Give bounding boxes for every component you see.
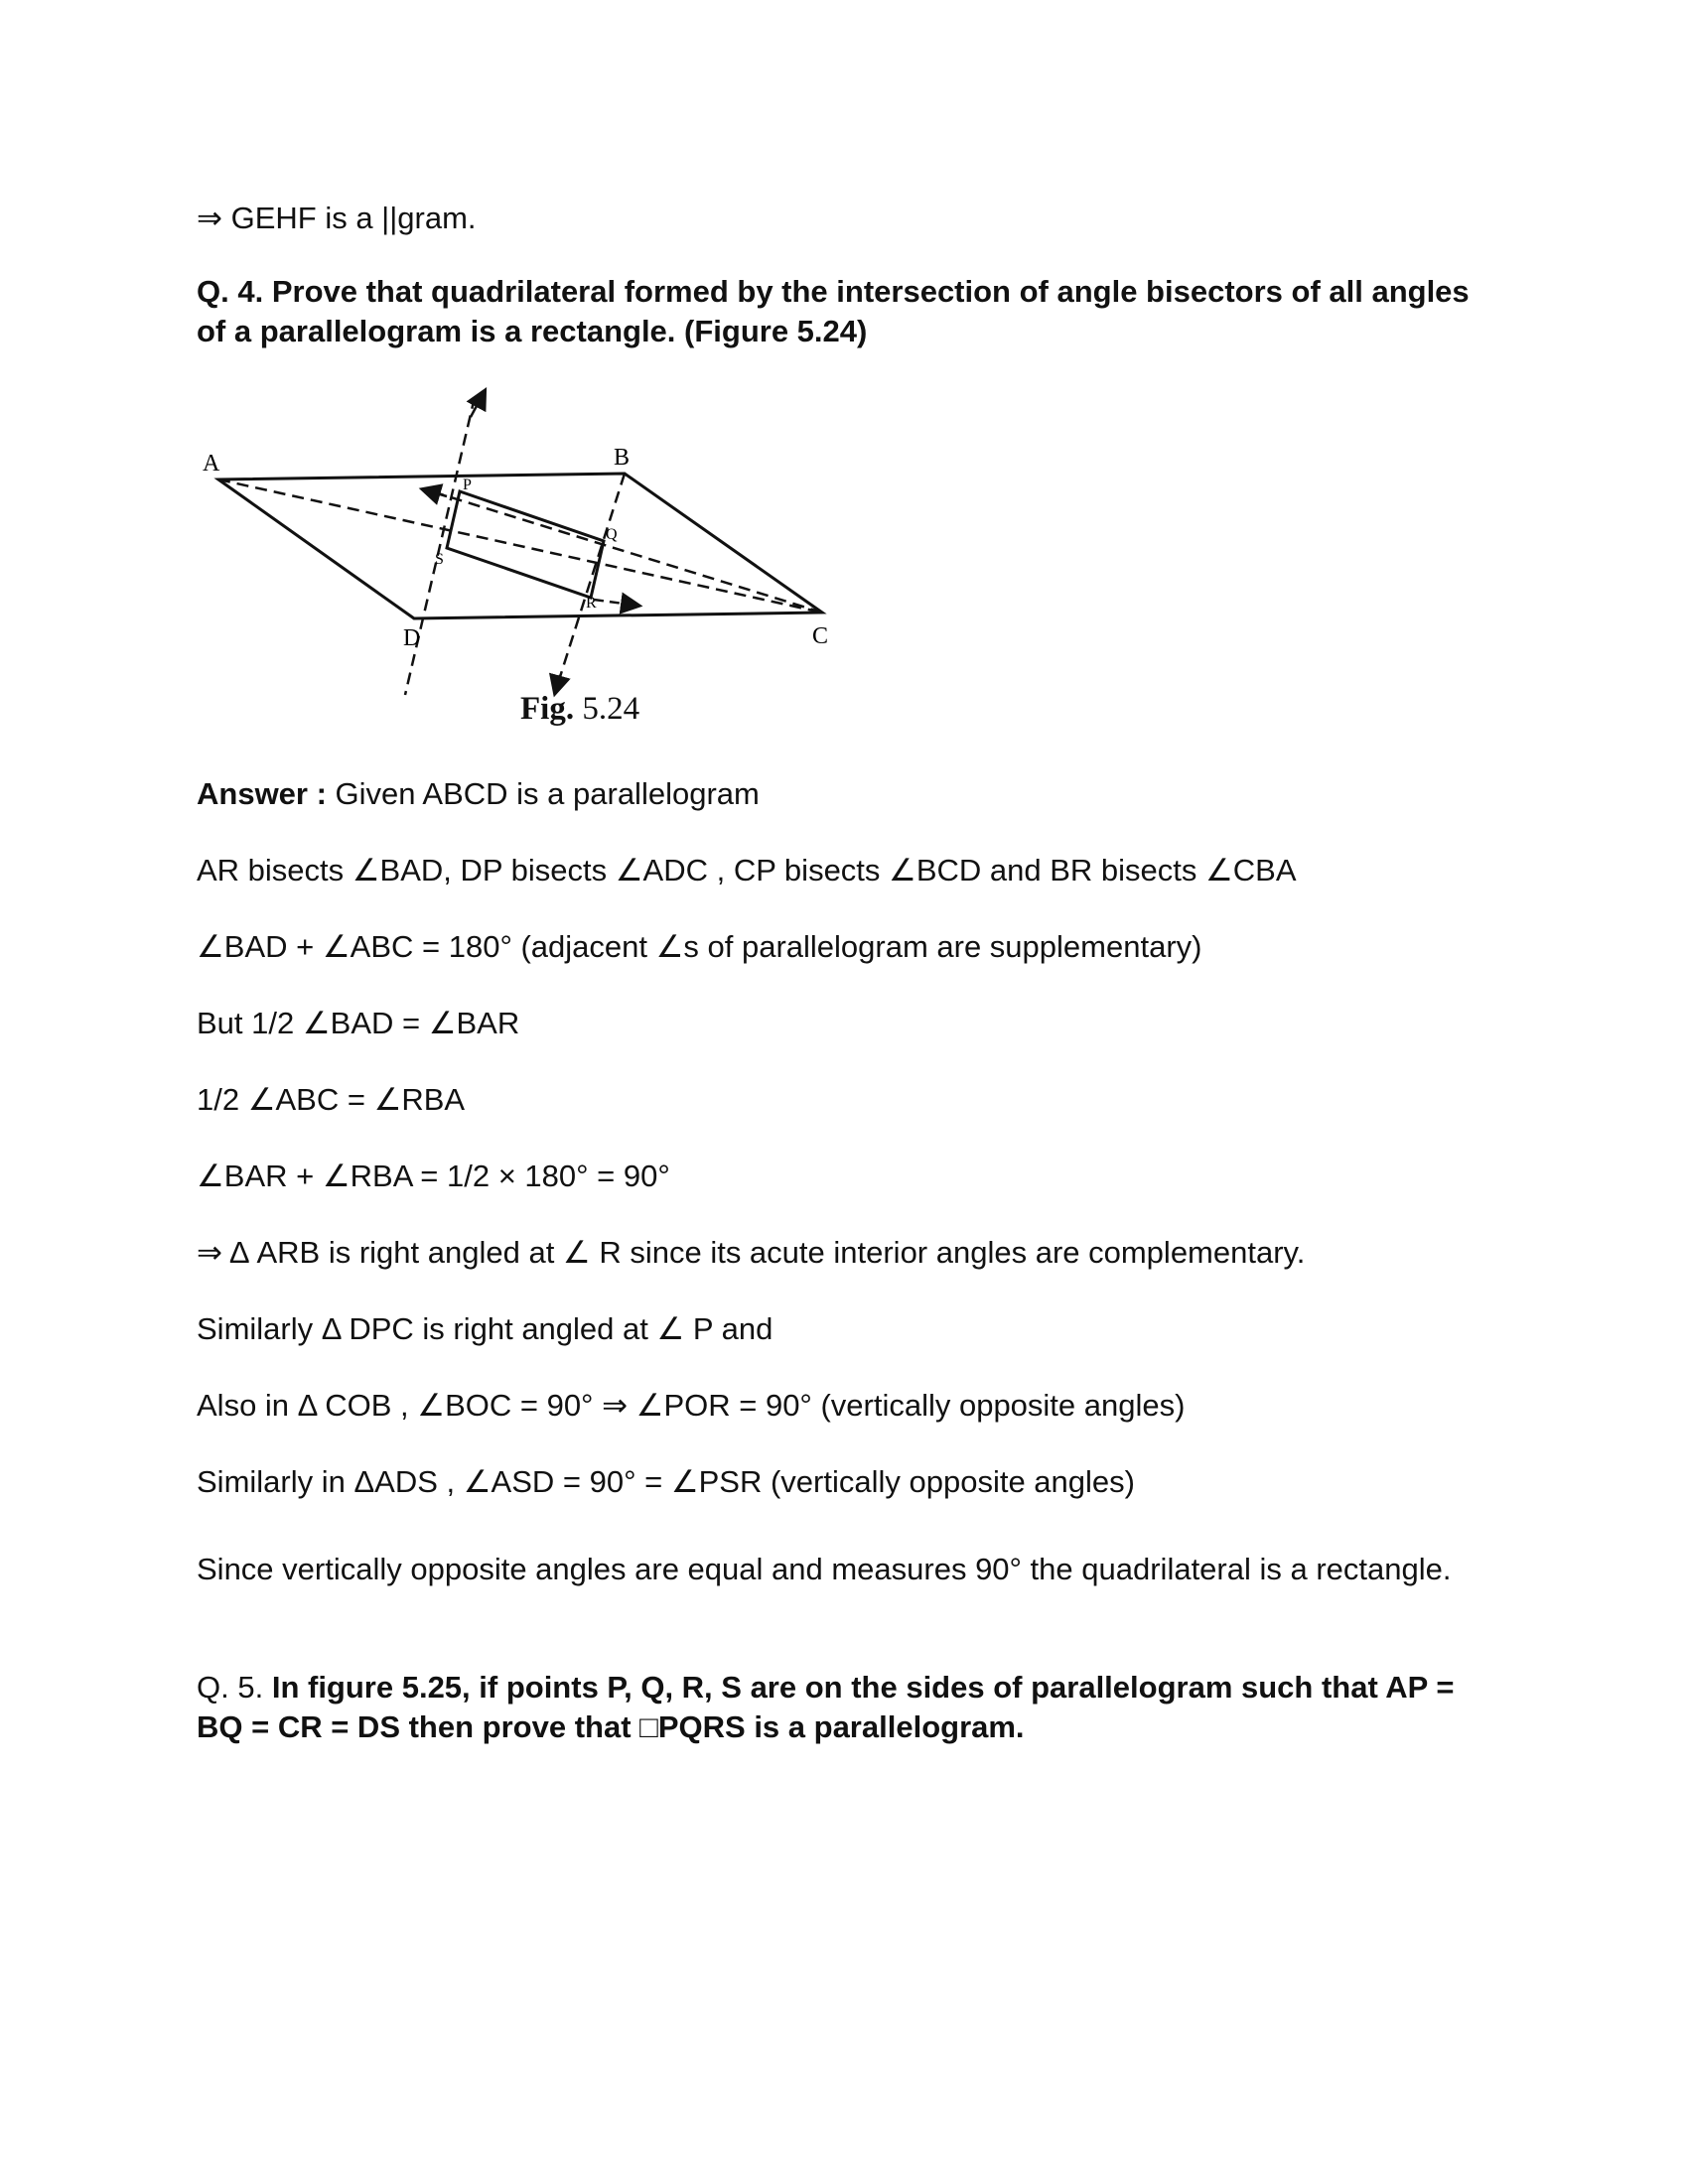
answer-label: Answer : — [197, 776, 327, 811]
question-5-label: Q. 5. — [197, 1670, 264, 1705]
parallelogram-diagram — [197, 377, 912, 705]
question-5-text: In figure 5.25, if points P, Q, R, S are on the sides of parallelogram such that AP = BQ = CR = DS then prove that □PQRS is a parallelogram. — [197, 1670, 1455, 1744]
bisector-line-vertical-2 — [559, 474, 625, 680]
bisector-arrow-right — [594, 600, 638, 606]
figure-caption-prefix: Fig. — [520, 691, 575, 727]
rectangle-pqrs — [447, 491, 604, 598]
figure-caption-number: 5.24 — [582, 691, 640, 727]
label-p: P — [463, 477, 472, 493]
bisector-from-a — [218, 479, 822, 613]
question-4-label: Q. 4. — [197, 274, 264, 309]
label-s: S — [435, 551, 444, 568]
label-c: C — [812, 623, 829, 649]
answer-line: ∠BAD + ∠ABC = 180° (adjacent ∠s of parallelogram are supplementary) — [197, 929, 1202, 964]
answer-line: ⇒ Δ ARB is right angled at ∠ R since its acute interior angles are complementary. — [197, 1235, 1306, 1270]
answer-line: AR bisects ∠BAD, DP bisects ∠ADC , CP bisects ∠BCD and BR bisects ∠CBA — [197, 853, 1297, 887]
answer-line: Similarly Δ DPC is right angled at ∠ P and — [197, 1311, 774, 1346]
previous-conclusion: ⇒ GEHF is a ||gram. — [197, 201, 477, 235]
label-d: D — [403, 625, 421, 651]
answer-line: But 1/2 ∠BAD = ∠BAR — [197, 1006, 520, 1040]
label-a: A — [203, 451, 220, 477]
bisector-from-c-left — [435, 492, 822, 613]
answer-line: Also in Δ COB , ∠BOC = 90° ⇒ ∠POR = 90° (vertically opposite angles) — [197, 1388, 1186, 1423]
question-4-text: Prove that quadrilateral formed by the intersection of angle bisectors of all angles of a parallelogram is a rectangle. (Figure 5.24) — [197, 274, 1470, 348]
answer-line: 1/2 ∠ABC = ∠RBA — [197, 1082, 466, 1117]
answer-conclusion: Since vertically opposite angles are equal and measures 90° the quadrilateral is a rectangle. — [197, 1552, 1452, 1586]
question-5 — [197, 1668, 1487, 1747]
answer-given: Given ABCD is a parallelogram — [326, 776, 760, 811]
answer-line: ∠BAR + ∠RBA = 1/2 × 180° = 90° — [197, 1159, 670, 1193]
figure-caption — [520, 691, 639, 728]
bisector-arrow-left — [423, 489, 447, 496]
label-q: Q — [606, 526, 618, 543]
answer-intro — [197, 774, 760, 814]
label-r: R — [586, 595, 597, 612]
question-4 — [197, 272, 1487, 351]
figure-5-24 — [197, 377, 912, 710]
label-b: B — [614, 445, 631, 471]
answer-line: Similarly in ΔADS , ∠ASD = 90° = ∠PSR (vertically opposite angles) — [197, 1464, 1135, 1499]
